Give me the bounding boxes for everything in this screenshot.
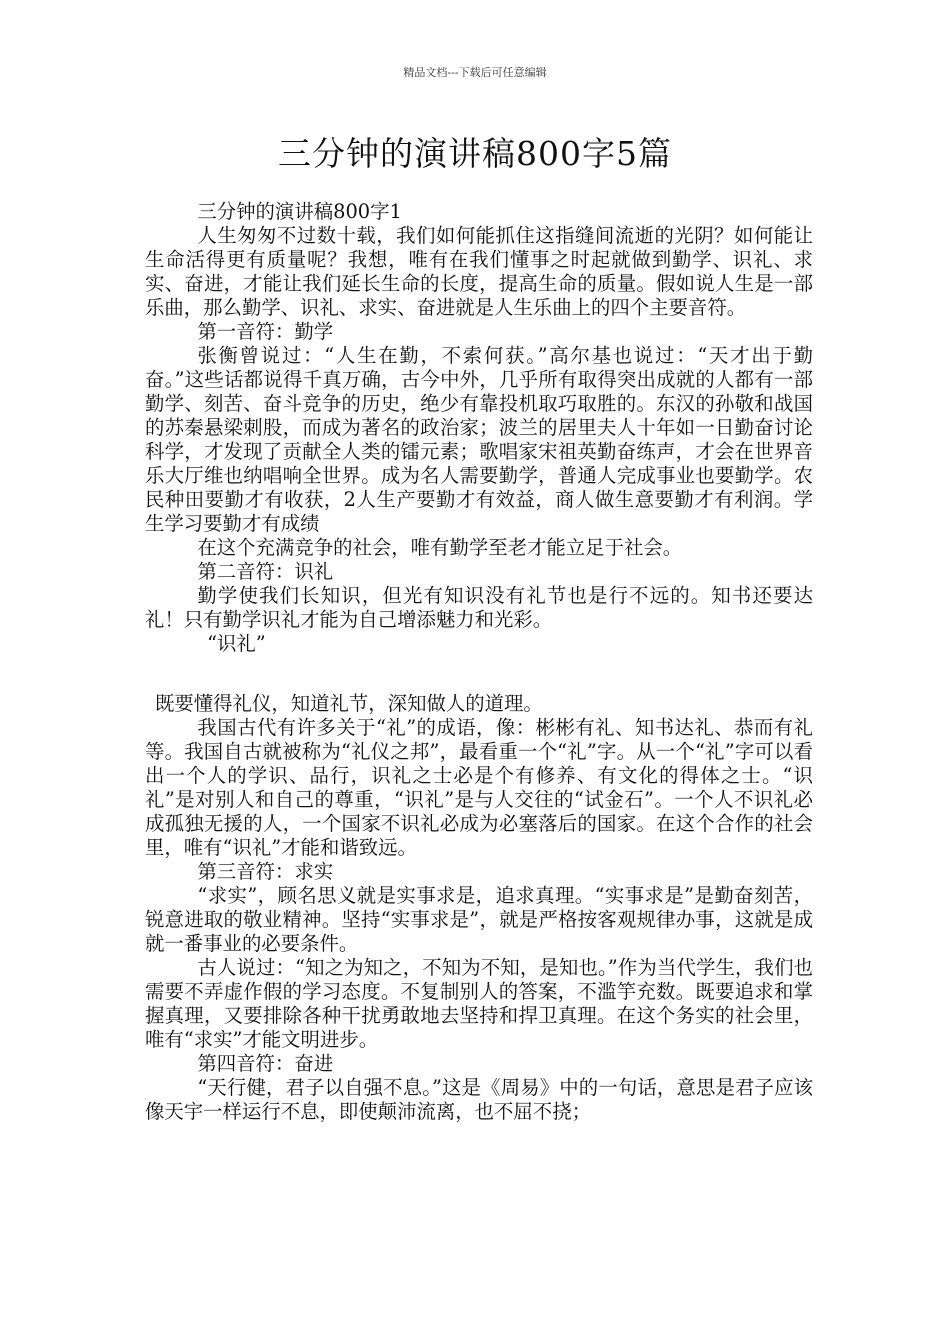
paragraph: 既要懂得礼仪，知道礼节，深知做人的道理。	[155, 692, 543, 715]
subheading: 第二音符：识礼	[197, 560, 334, 583]
quote-line: “识礼”	[207, 632, 266, 655]
paragraph: 勤学使我们长知识，但光有知识没有礼节也是行不远的。知书还要达礼！只有勤学识礼才能为自己增添魅力和光彩。	[145, 584, 813, 631]
subheading: 第四音符：奋进	[197, 1052, 334, 1075]
paragraph: “天行健，君子以自强不息。”这是《周易》中的一句话，意思是君子应该像天宇一样运行不息，即使颠沛流离，也不屈不挠；	[145, 1076, 813, 1123]
page-header: 精品文档---下载后可任意编辑	[403, 66, 547, 79]
paragraph: 张衡曾说过：“人生在勤，不索何获。”高尔基也说过：“天才出于勤奋。”这些话都说得千真万确，古今中外，几乎所有取得突出成就的人都有一部勤学、刻苦、奋斗竞争的历史，绝少有靠投机取巧取胜的。东汉的孙敬和战国的苏秦悬梁刺股，而成为著名的政治家；波兰的居里夫人十年如一日勤奋讨论科学，才发现了贡献全人类的镭元素；歌唱家宋祖英勤奋练声，才会在世界音乐大厅维也纳唱响全世界。成为名人需要勤学，普通人完成事业也要勤学。农民种田要勤才有收获，2人生产要勤才有效益，商人做生意要勤才有利润。学生学习要勤才有成绩	[145, 344, 813, 535]
paragraph: 我国古代有许多关于“礼”的成语，像：彬彬有礼、知书达礼、恭而有礼等。我国自古就被称为“礼仪之邦”，最看重一个“礼”字。从一个“礼”字可以看出一个人的学识、品行，识礼之士必是个有修养、有文化的得体之士。“识礼”是对别人和自己的尊重，“识礼”是与人交往的“试金石”。一个人不识礼必成孤独无援的人，一个国家不识礼必成为必塞落后的国家。在这个合作的社会里，唯有“识礼”才能和谐致远。	[145, 716, 813, 859]
paragraph: “求实”，顾名思义就是实事求是，追求真理。“实事求是”是勤奋刻苦，锐意进取的敬业精神。坚持“实事求是”，就是严格按客观规律办事，这就是成就一番事业的必要条件。	[145, 884, 813, 955]
paragraph: 在这个充满竞争的社会，唯有勤学至老才能立足于社会。	[197, 536, 683, 559]
spacer	[145, 656, 813, 692]
document-title: 三分钟的演讲稿800字5篇	[278, 134, 672, 173]
subheading: 第一音符：勤学	[197, 320, 334, 343]
subheading: 第三音符：求实	[197, 860, 334, 883]
section-heading: 三分钟的演讲稿800字1	[197, 200, 402, 223]
document-body	[145, 200, 813, 1124]
paragraph: 古人说过：“知之为知之，不知为不知，是知也。”作为当代学生，我们也需要不弄虚作假的学习态度。不复制别人的答案，不滥竽充数。既要追求和掌握真理，又要排除各种干扰勇敢地去坚持和捍卫真理。在这个务实的社会里，唯有“求实”才能文明进步。	[145, 956, 813, 1051]
paragraph: 人生匆匆不过数十载，我们如何能抓住这指缝间流逝的光阴？如何能让生命活得更有质量呢？我想，唯有在我们懂事之时起就做到勤学、识礼、求实、奋进，才能让我们延长生命的长度，提高生命的质量。假如说人生是一部乐曲，那么勤学、识礼、求实、奋进就是人生乐曲上的四个主要音符。	[145, 224, 813, 319]
